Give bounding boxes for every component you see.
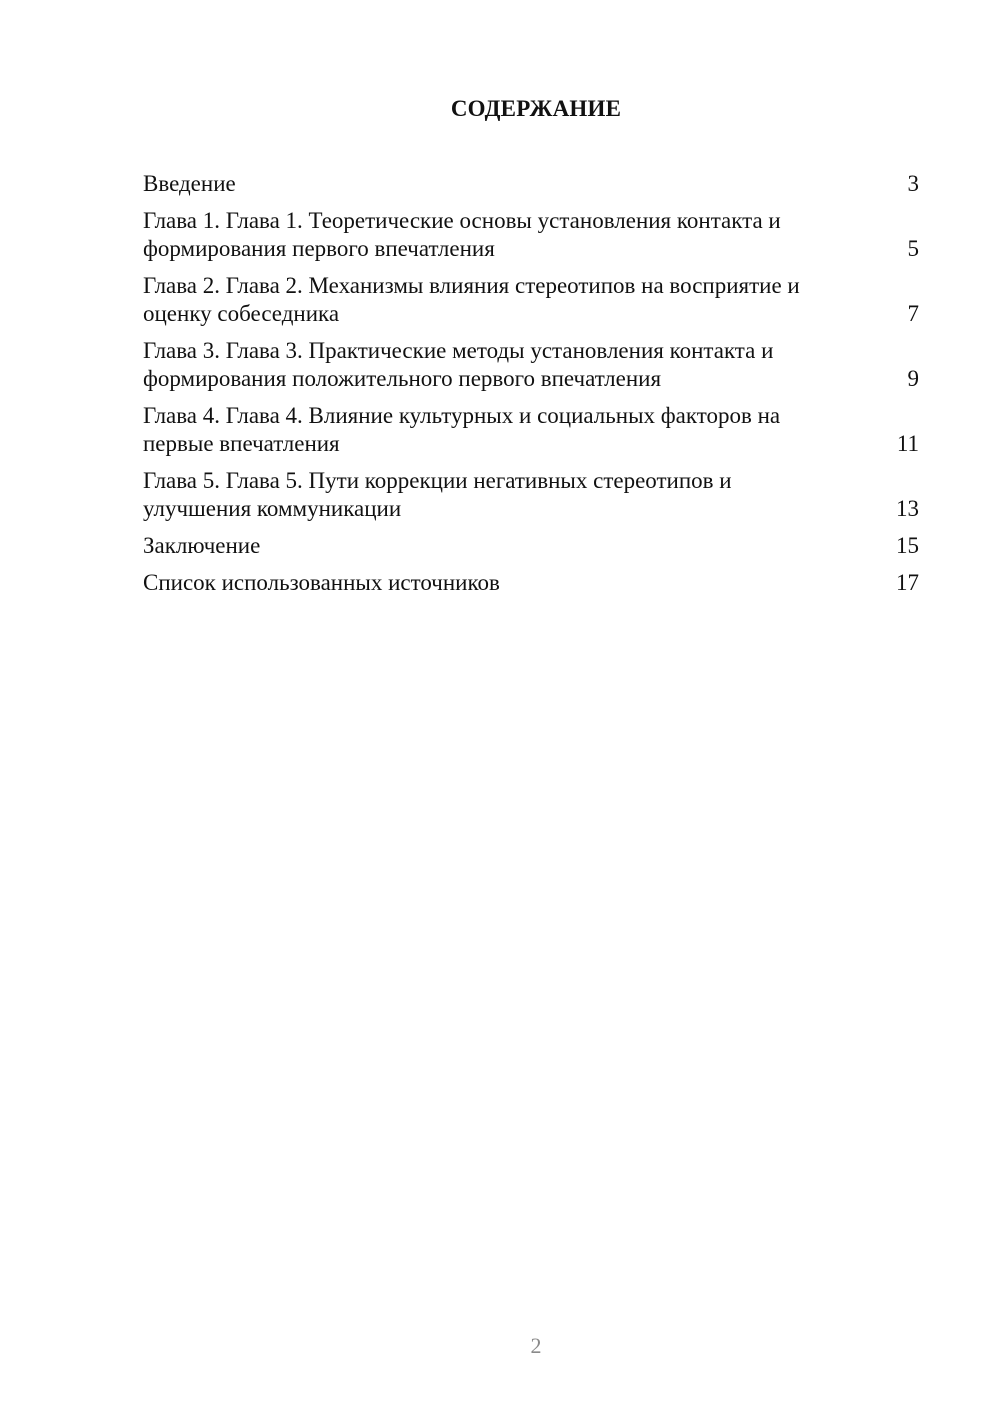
toc-item-chapter-5 bbox=[143, 467, 919, 523]
toc-item-text: Список использованных источников bbox=[143, 570, 500, 595]
toc-item-page: 13 bbox=[896, 496, 919, 521]
toc-item-text: Введение bbox=[143, 171, 236, 196]
toc-item-text: Заключение bbox=[143, 533, 261, 558]
toc-item-chapter-3 bbox=[143, 337, 919, 393]
toc-item-conclusion bbox=[143, 532, 919, 560]
table-of-contents bbox=[143, 170, 919, 606]
page-number: 2 bbox=[530, 1333, 542, 1358]
toc-item-page: 7 bbox=[907, 301, 919, 326]
toc-item-chapter-2 bbox=[143, 272, 919, 328]
toc-item-page: 17 bbox=[896, 570, 919, 595]
toc-item-page: 3 bbox=[907, 171, 919, 196]
toc-item-page: 15 bbox=[896, 533, 919, 558]
toc-item-chapter-1 bbox=[143, 207, 919, 263]
toc-item-introduction bbox=[143, 170, 919, 198]
toc-item-text: Глава 3. Глава 3. Практические методы установления контакта и формирования положительного первого впечатления bbox=[143, 338, 774, 391]
toc-item-chapter-4 bbox=[143, 402, 919, 458]
toc-item-page: 5 bbox=[907, 236, 919, 261]
toc-item-references bbox=[143, 569, 919, 597]
toc-item-text: Глава 5. Глава 5. Пути коррекции негативных стереотипов и улучшения коммуникации bbox=[143, 468, 732, 521]
toc-item-page: 9 bbox=[907, 366, 919, 391]
toc-item-text: Глава 4. Глава 4. Влияние культурных и социальных факторов на первые впечатления bbox=[143, 403, 781, 456]
toc-item-text: Глава 1. Глава 1. Теоретические основы установления контакта и формирования первого впечатления bbox=[143, 208, 781, 261]
toc-item-page: 11 bbox=[896, 431, 919, 456]
page-title: СОДЕРЖАНИЕ bbox=[450, 96, 622, 121]
toc-item-text: Глава 2. Глава 2. Механизмы влияния стереотипов на восприятие и оценку собеседника bbox=[143, 273, 800, 326]
